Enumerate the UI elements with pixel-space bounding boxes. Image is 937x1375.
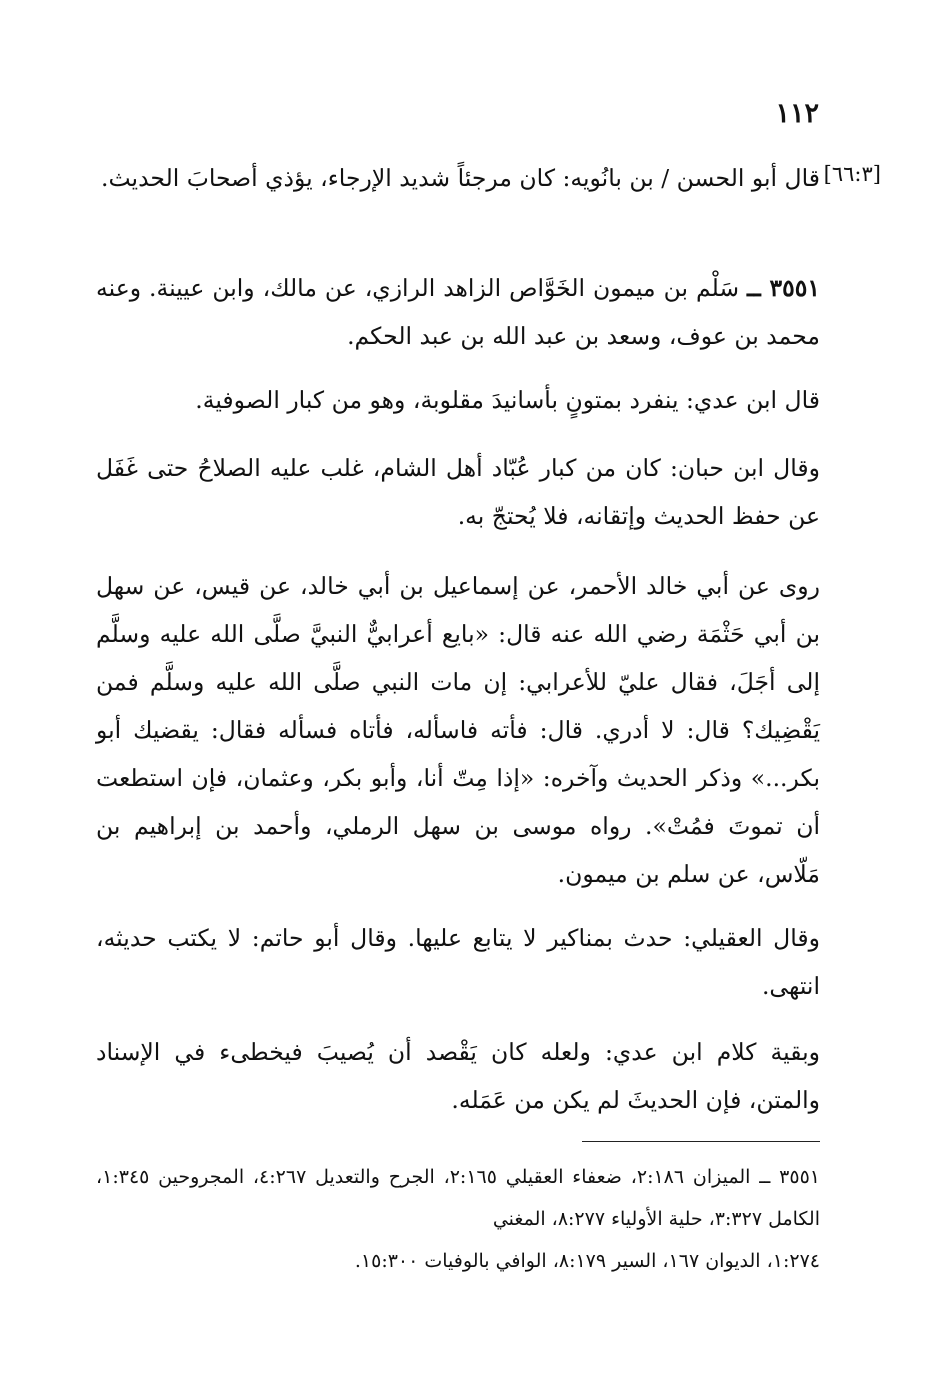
footnote-main-text: ٣٥٥١ ــ الميزان ٢:١٨٦، ضعفاء العقيلي ٢:١٦٥، الجرح والتعديل ٤:٢٦٧، المجروحين ١:٣٤٥، الكامل ٣:٣٢٧، حلية الأولياء ٨:٢٧٧، المغني — [96, 1166, 820, 1230]
paragraph-ibn-hibban: وقال ابن حبان: كان من كبار عُبّاد أهل الشام، غلب عليه الصلاحُ حتى غَفَل عن حفظ الحديث وإتقانه، فلا يُحتجّ به. — [96, 454, 820, 530]
paragraph-abu-al-hasan: قال أبو الحسن / بن بانُويه: كان مرجئاً شديد الإرجاء، يؤذي أصحابَ الحديث. — [100, 164, 820, 192]
footnote-last-line: ١:٢٧٤، الديوان ١٦٧، السير ٨:١٧٩، الوافي بالوفيات ١٥:٣٠٠. — [354, 1250, 820, 1272]
paragraph-hadith-narration: روى عن أبي خالد الأحمر، عن إسماعيل بن أبي خالد، عن قيس، عن سهل بن أبي حَثْمَة رضي الله عنه قال: «بايع أعرابيٌّ النبيَّ صلَّى الله عليه وسلَّم إلى أجَلَ، فقال عليّ للأعرابي: إن مات النبي صلَّى الله عليه وسلَّم فمن يَقْضِيك؟ قال: لا أدري. قال: فأته فاسأله، فأتاه فسأله فقال: يقضيك أبو بكر...» وذكر الحديث وآخره: «إذا مِتّ أنا، وأبو بكر، وعثمان، فإن استطعت أن تموتَ فمُتْ». رواه موسى بن سهل الرملي، وأحمد بن إبراهيم بن مَلّاس، عن سلم بن ميمون. — [96, 572, 820, 888]
paragraph-ibn-adi: قال ابن عدي: ينفرد بمتونٍ بأسانيدَ مقلوبة، وهو من كبار الصوفية. — [195, 386, 820, 414]
entry-3551-heading — [96, 264, 820, 360]
reference-marker: [٦٦:٣] — [823, 162, 881, 186]
entry-3551-text: سَلْم بن ميمون الخَوَّاص الزاهد الرازي، عن مالك، وابن عيينة. وعنه محمد بن عوف، وسعد بن عبد الله بن عبد الحكم. — [96, 274, 820, 350]
entry-number: ٣٥٥١ ــ — [747, 274, 820, 302]
paragraph-al-uqayli: وقال العقيلي: حدث بمناكير لا يتابع عليها. وقال أبو حاتم: لا يكتب حديثه، انتهى. — [96, 924, 820, 1000]
footnote — [96, 1156, 820, 1282]
paragraph-ibn-adi-remainder: وبقية كلام ابن عدي: ولعله كان يَقْصد أن يُصيبَ فيخطىء في الإسناد والمتن، فإن الحديثَ لم يكن من عَمَله. — [96, 1038, 820, 1114]
footnote-divider — [582, 1141, 820, 1142]
page-number: ١١٢ — [775, 98, 819, 129]
